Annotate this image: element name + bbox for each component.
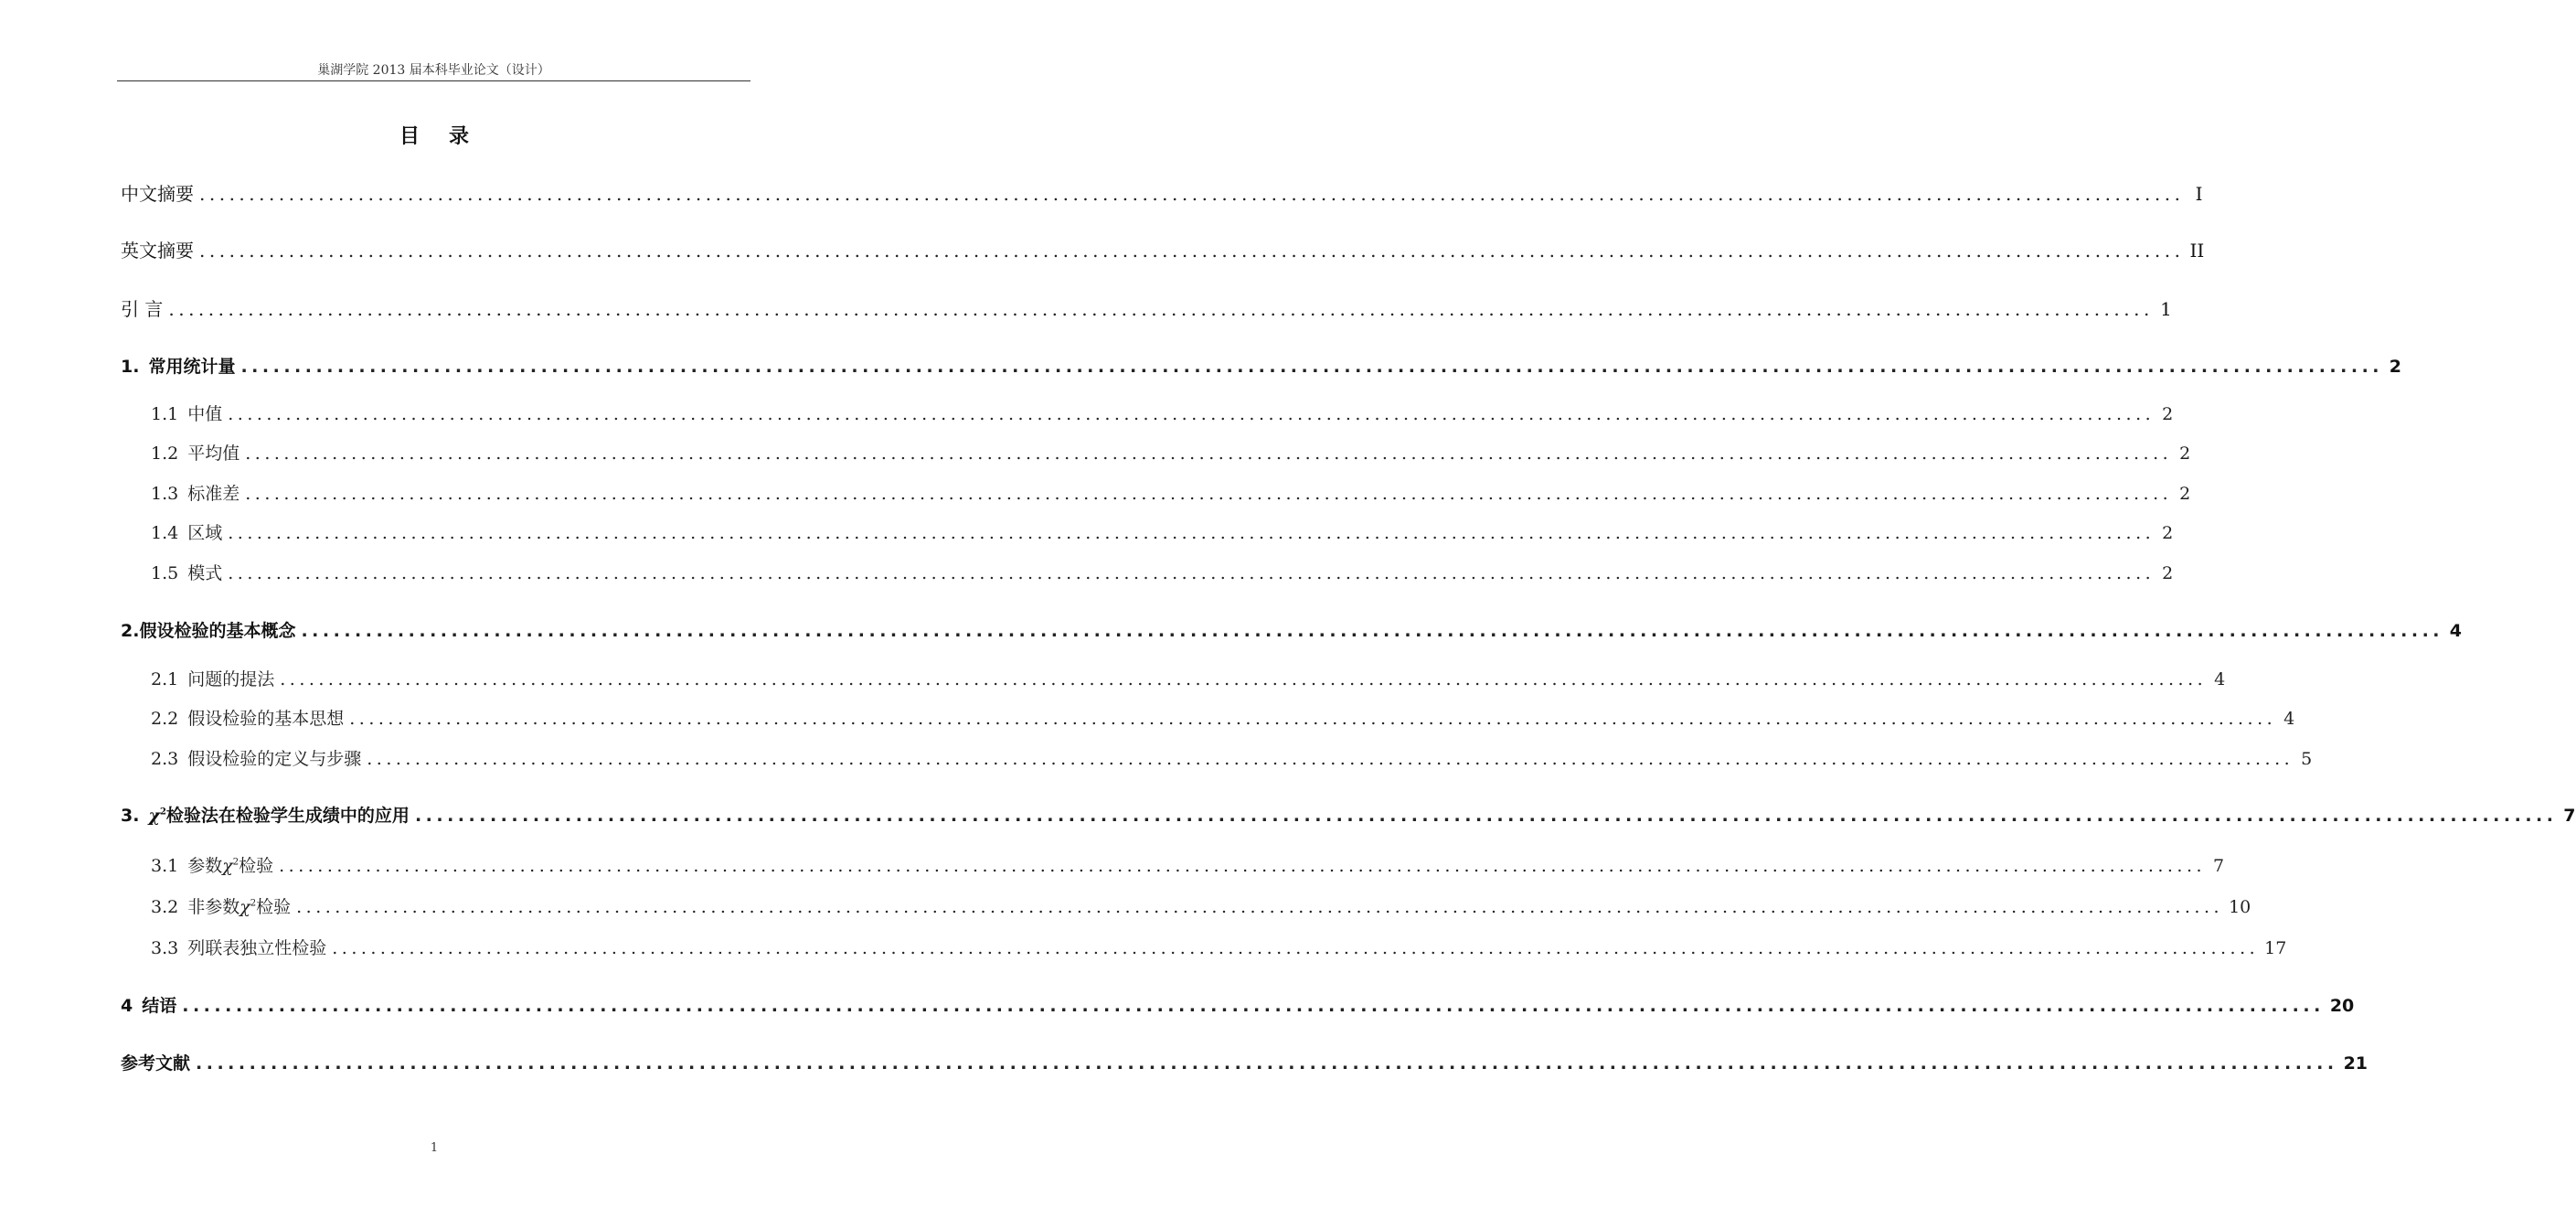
dot-leader: ........................................................................................................................................................................................................ bbox=[228, 404, 2156, 424]
chi-exponent: 2 bbox=[159, 807, 166, 818]
toc-entry-page: 2 bbox=[2179, 484, 2191, 504]
toc-entry-page: 2 bbox=[2179, 444, 2191, 464]
dot-leader: ........................................................................................................................................................................................................ bbox=[182, 996, 2325, 1016]
dot-leader: ........................................................................................................................................................................................................ bbox=[367, 749, 2294, 769]
chi-exponent: 2 bbox=[232, 857, 240, 868]
toc-entry-chapter-4[interactable] bbox=[121, 992, 2355, 1017]
toc-title: 目录 bbox=[399, 124, 498, 148]
toc-entry-label: 模式 bbox=[187, 563, 223, 583]
toc-entry-section-2-1[interactable] bbox=[151, 666, 2226, 690]
toc-entry-label: 2.假设检验的基本概念 bbox=[121, 621, 296, 641]
toc-entry-label-text: 检验 bbox=[239, 856, 274, 876]
chi-symbol bbox=[240, 897, 256, 917]
toc-entry-label-text: 检验 bbox=[256, 897, 292, 917]
toc-entry-section-2-3[interactable] bbox=[151, 745, 2313, 770]
toc-entry-number: 2.3 bbox=[151, 749, 179, 769]
toc-entry-number: 3.1 bbox=[151, 856, 179, 876]
toc-entry-section-3-1[interactable] bbox=[151, 852, 2225, 877]
toc-entry-abstract-cn[interactable] bbox=[121, 179, 2203, 206]
chi-exponent: 2 bbox=[250, 898, 257, 909]
toc-entry-page: 5 bbox=[2301, 749, 2313, 769]
toc-entry-page: 2 bbox=[2162, 563, 2174, 583]
toc-entry-page: 10 bbox=[2229, 897, 2251, 917]
dot-leader: ........................................................................................................................................................................................................ bbox=[199, 183, 2185, 205]
toc-entry-number: 3.3 bbox=[151, 938, 179, 958]
toc-entry-label-text: 检验法在检验学生成绩中的应用 bbox=[165, 806, 410, 826]
toc-entry-label: 结语 bbox=[142, 996, 177, 1016]
toc-entry-page: 2 bbox=[2162, 523, 2174, 543]
toc-entry-page: 7 bbox=[2563, 806, 2576, 826]
dot-leader: ........................................................................................................................................................................................................ bbox=[228, 563, 2156, 583]
toc-entry-number: 1. bbox=[121, 357, 140, 377]
toc-entry-page: 1 bbox=[2160, 298, 2172, 320]
toc-entry-label: 常用统计量 bbox=[148, 357, 236, 377]
toc-entry-label bbox=[187, 852, 273, 877]
toc-entry-number: 2.2 bbox=[151, 709, 179, 729]
dot-leader: ........................................................................................................................................................................................................ bbox=[199, 240, 2185, 262]
toc-entry-page: II bbox=[2189, 240, 2205, 262]
toc-entry-label-prefix: 非参数 bbox=[187, 897, 240, 917]
toc-entry-number: 4 bbox=[121, 996, 133, 1016]
toc-entry-page: 4 bbox=[2283, 709, 2295, 729]
toc-entry-section-3-2[interactable] bbox=[151, 893, 2251, 918]
toc-entry-section-2-2[interactable] bbox=[151, 705, 2295, 730]
toc-entry-page: 20 bbox=[2329, 996, 2355, 1016]
toc-entry-chapter-3[interactable] bbox=[121, 802, 2576, 827]
toc-entry-label: 引 言 bbox=[121, 298, 164, 320]
page-number: 1 bbox=[430, 1141, 439, 1155]
dot-leader: ........................................................................................................................................................................................................ bbox=[279, 856, 2207, 876]
toc-entry-number: 1.3 bbox=[151, 484, 179, 504]
toc-entry-page: 4 bbox=[2214, 669, 2226, 689]
toc-entry-section-1-2[interactable] bbox=[151, 440, 2191, 465]
toc-entry-section-1-1[interactable] bbox=[151, 401, 2174, 425]
toc-entry-number: 2.1 bbox=[151, 669, 179, 689]
toc-entry-page: 2 bbox=[2389, 357, 2402, 377]
toc-entry-number: 3. bbox=[121, 806, 140, 826]
dot-leader: ........................................................................................................................................................................................................ bbox=[296, 897, 2224, 917]
chi-symbol bbox=[222, 856, 239, 876]
toc-entry-page: 2 bbox=[2162, 404, 2174, 424]
toc-entry-label: 区域 bbox=[187, 523, 223, 543]
toc-entry-label: 标准差 bbox=[187, 484, 240, 504]
dot-leader: ........................................................................................................................................................................................................ bbox=[349, 709, 2277, 729]
toc-entry-intro[interactable] bbox=[121, 294, 2172, 321]
toc-entry-label: 英文摘要 bbox=[121, 240, 194, 262]
toc-entry-references[interactable] bbox=[121, 1050, 2368, 1074]
dot-leader: ........................................................................................................................................................................................................ bbox=[245, 444, 2173, 464]
dot-leader: ........................................................................................................................................................................................................ bbox=[332, 938, 2260, 958]
toc-entry-label: 中值 bbox=[187, 404, 223, 424]
dot-leader: ........................................................................................................................................................................................................ bbox=[196, 1053, 2338, 1074]
toc-entry-page: 7 bbox=[2212, 856, 2225, 876]
chi-letter: χ bbox=[148, 806, 160, 826]
toc-entry-chapter-1[interactable] bbox=[121, 353, 2402, 378]
toc-entry-label: 中文摘要 bbox=[121, 183, 194, 205]
chi-letter: χ bbox=[222, 856, 233, 876]
toc-entry-label: 假设检验的定义与步骤 bbox=[187, 749, 362, 769]
dot-leader: ........................................................................................................................................................................................................ bbox=[240, 357, 2384, 377]
toc-entry-number: 1.2 bbox=[151, 444, 179, 464]
toc-entry-label-prefix: 参数 bbox=[187, 856, 223, 876]
toc-entry-page: 4 bbox=[2449, 621, 2463, 641]
dot-leader: ........................................................................................................................................................................................................ bbox=[168, 298, 2154, 320]
dot-leader: ........................................................................................................................................................................................................ bbox=[414, 806, 2558, 826]
toc-entry-abstract-en[interactable] bbox=[121, 236, 2205, 262]
toc-entry-number: 3.2 bbox=[151, 897, 179, 917]
toc-entry-label: 平均值 bbox=[187, 444, 240, 464]
toc-entry-section-1-5[interactable] bbox=[151, 560, 2174, 584]
toc-entry-number: 1.1 bbox=[151, 404, 179, 424]
toc-entry-chapter-2[interactable] bbox=[121, 617, 2463, 642]
dot-leader: ........................................................................................................................................................................................................ bbox=[245, 484, 2173, 504]
dot-leader: ........................................................................................................................................................................................................ bbox=[301, 621, 2444, 641]
toc-entry-section-3-3[interactable] bbox=[151, 935, 2287, 959]
toc-entry-page: 17 bbox=[2264, 938, 2287, 958]
toc-entry-label: 参考文献 bbox=[121, 1053, 191, 1074]
running-header: 巢湖学院 2013 届本科毕业论文（设计） bbox=[317, 63, 550, 78]
toc-entry-label: 列联表独立性检验 bbox=[187, 938, 327, 958]
toc-entry-label bbox=[187, 893, 291, 918]
toc-entry-page: I bbox=[2195, 183, 2203, 205]
dot-leader: ........................................................................................................................................................................................................ bbox=[228, 523, 2156, 543]
toc-entry-label: 问题的提法 bbox=[187, 669, 275, 689]
toc-entry-label: 假设检验的基本思想 bbox=[187, 709, 345, 729]
toc-entry-section-1-4[interactable] bbox=[151, 519, 2174, 544]
toc-entry-number: 1.5 bbox=[151, 563, 179, 583]
toc-entry-number: 1.4 bbox=[151, 523, 179, 543]
toc-entry-section-1-3[interactable] bbox=[151, 480, 2191, 505]
chi-symbol bbox=[148, 806, 165, 826]
toc-entry-page: 21 bbox=[2343, 1053, 2368, 1074]
toc-entry-label bbox=[148, 802, 409, 827]
chi-letter: χ bbox=[240, 897, 250, 917]
dot-leader: ........................................................................................................................................................................................................ bbox=[280, 669, 2208, 689]
